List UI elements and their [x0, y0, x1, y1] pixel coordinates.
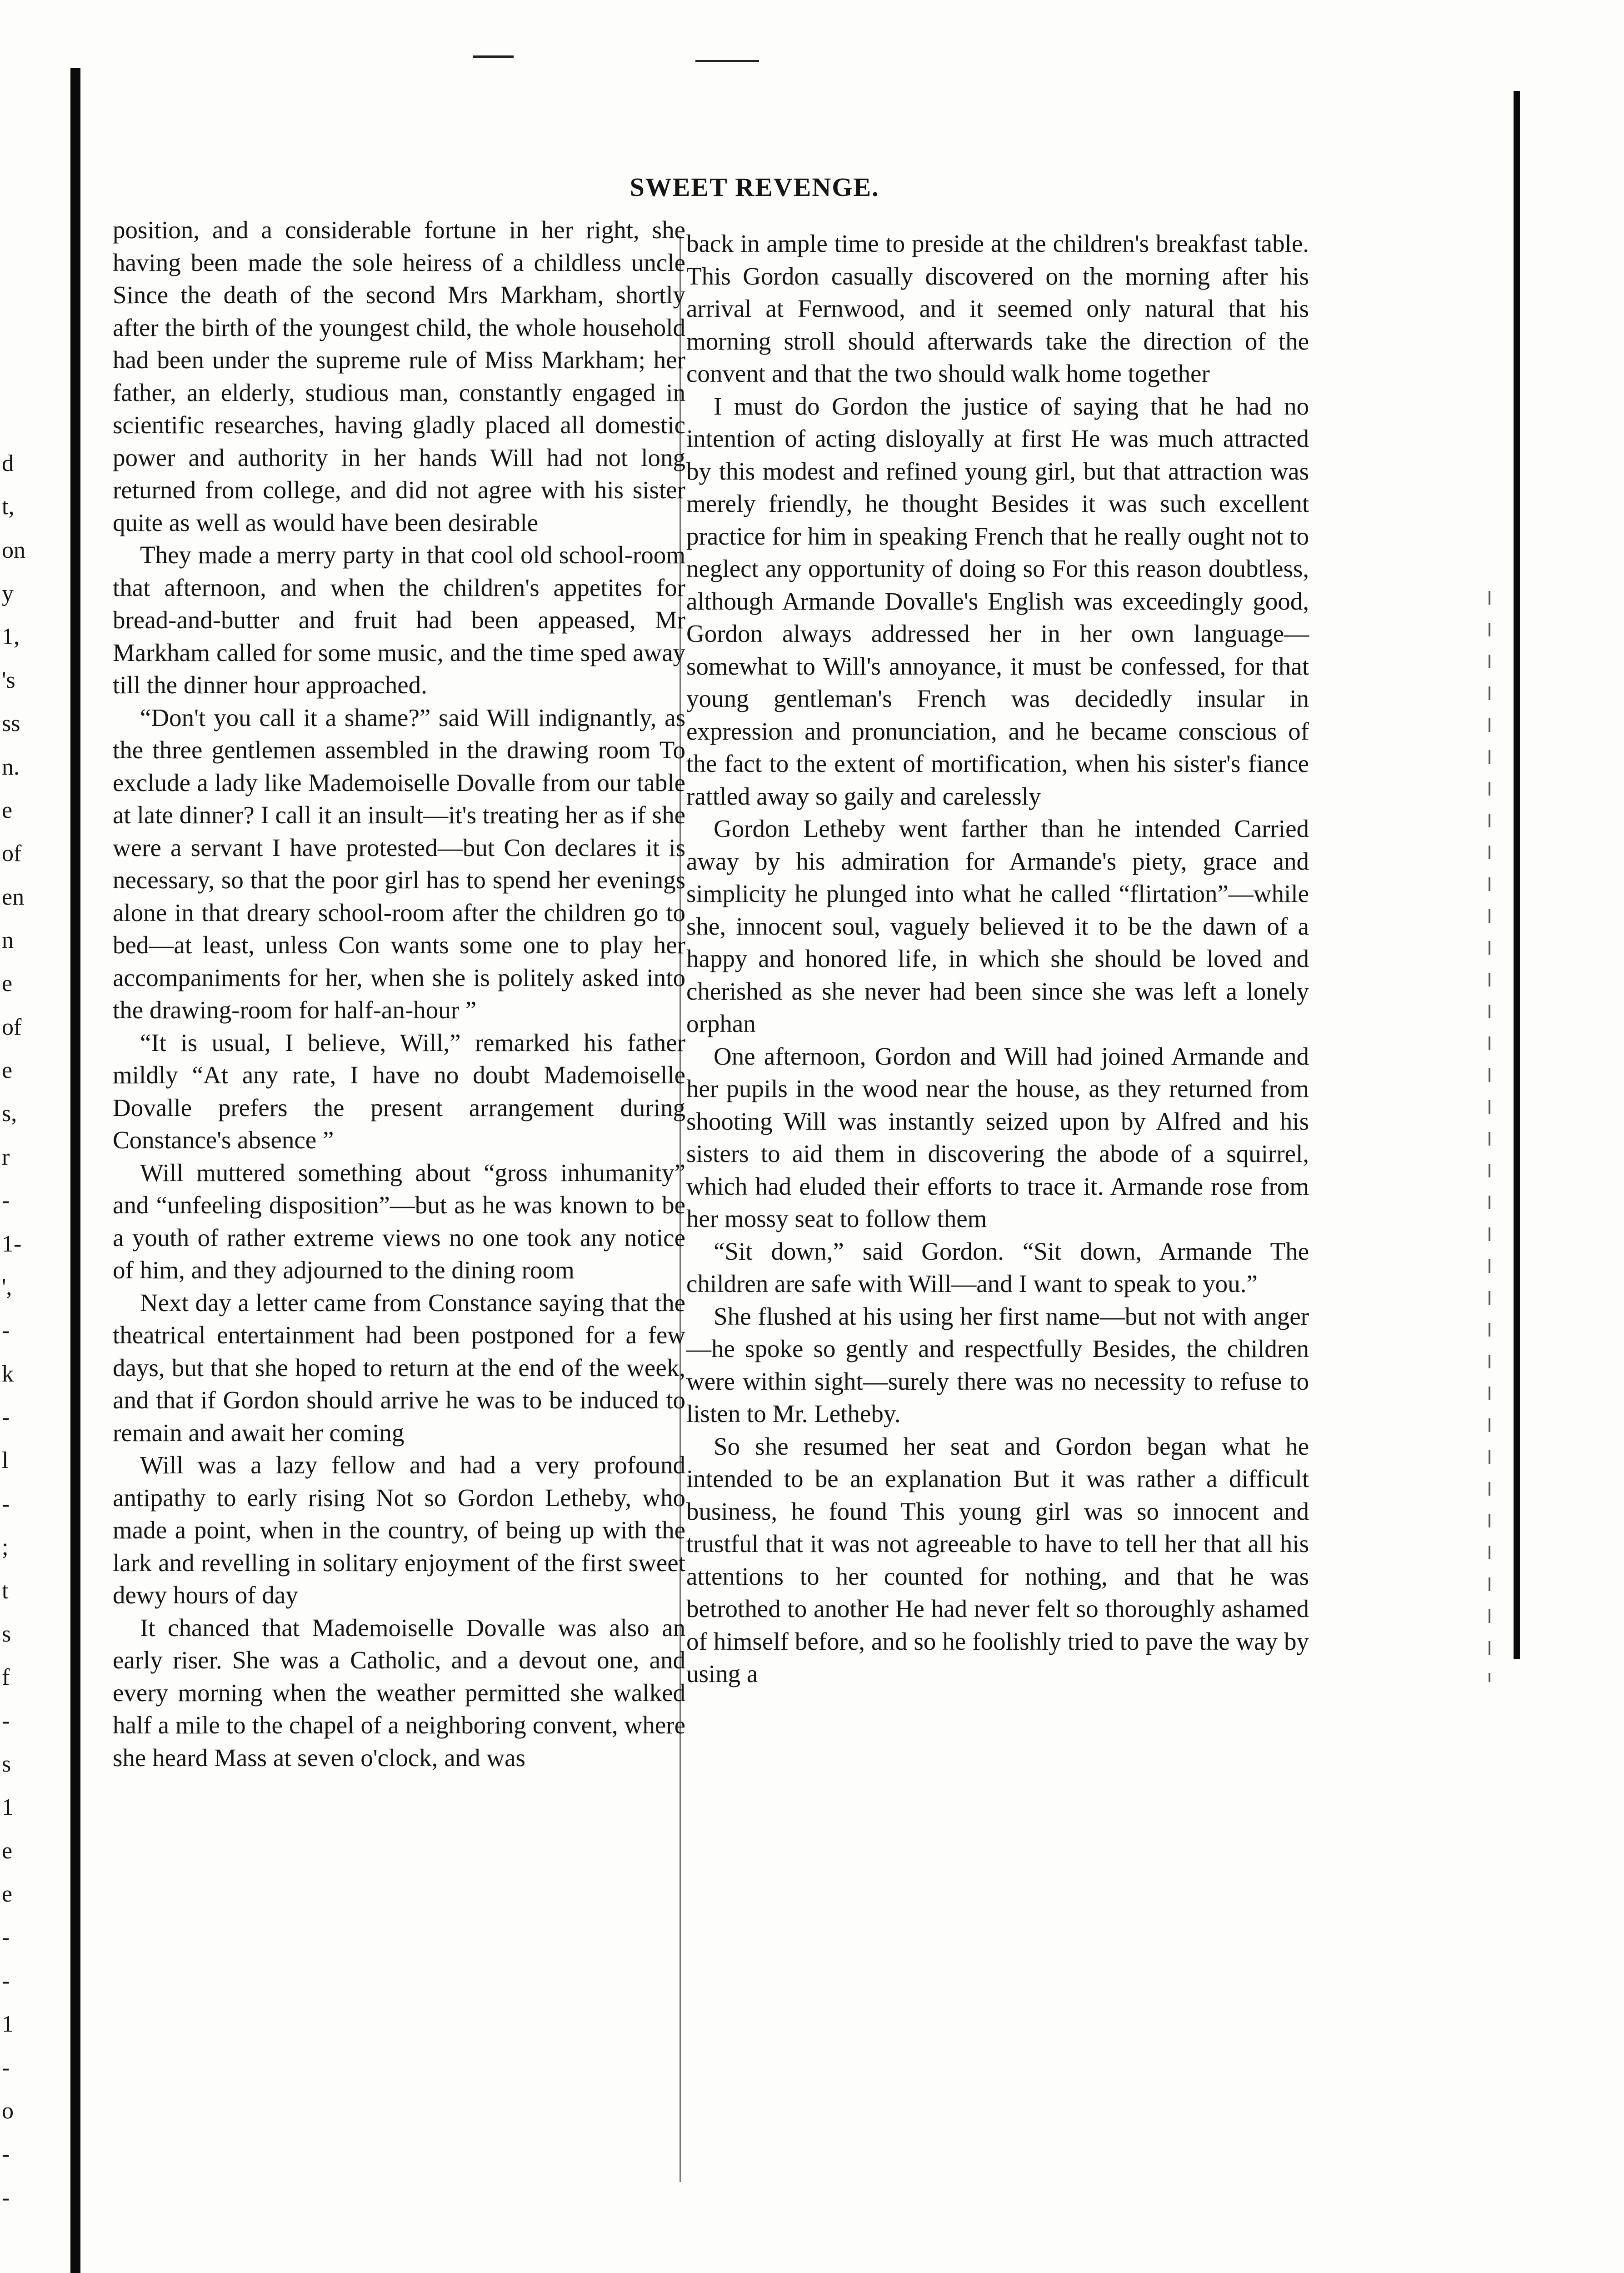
margin-fragment: n.: [2, 754, 20, 780]
margin-fragment: t,: [2, 494, 15, 520]
margin-fragment: of: [2, 1014, 22, 1040]
margin-fragment: -: [2, 2055, 10, 2081]
margin-fragment: -: [2, 1924, 10, 1950]
margin-fragment: -: [2, 1968, 10, 1994]
margin-fragment: e: [2, 797, 13, 823]
paragraph: Will muttered something about “gross inhumanity” and “unfeeling disposition”—but as he was known to be a youth of rather extreme views no one took any notice of him, and they adjourned to the dining room: [113, 1158, 685, 1284]
margin-fragment: ;: [2, 1534, 9, 1560]
margin-fragment: e: [2, 1881, 13, 1907]
paragraph: “It is usual, I believe, Will,” remarked his father mildly “At any rate, I have no doubt Mademoiselle Dovalle prefers the present arrangement during Constance's absence ”: [113, 1028, 685, 1154]
margin-fragment: k: [2, 1361, 14, 1387]
margin-fragment: 's: [2, 667, 15, 693]
paragraph: Next day a letter came from Constance saying that the theatrical entertainment had been postponed for a few days, but that she hoped to return at the end of the week, and that if Gordon should arrive he was to be induced to remain and await her coming: [113, 1288, 685, 1447]
paragraph: She flushed at his using her first name—but not with anger—he spoke so gently and respectfully Besides, the children were within sight—surely there was no necessity to refuse to listen to Mr. Letheby.: [686, 1302, 1309, 1427]
left-text-column: [113, 214, 685, 1774]
paragraph: I must do Gordon the justice of saying that he had no intention of acting disloyally at first He was much attracted by this modest and refined young girl, but that attraction was merely friendly, he thought Besides it was such excellent practice for him in speaking French that he really ought not to neglect any opportunity of doing so For this reason doubtless, although Armande Dovalle's English was exceedingly good, Gordon always addressed her in her own language—somewhat to Will's annoyance, it must be confessed, for that young gentleman's French was decidedly insular in expression and pronunciation, and he became conscious of the fact to the extent of mortification, when his sister's fiance rattled away so gaily and carelessly: [686, 392, 1309, 810]
paragraph: Will was a lazy fellow and had a very profound antipathy to early rising Not so Gordon Letheby, who made a point, when in the country, of being up with the lark and revelling in solitary enjoyment of the first sweet dewy hours of day: [113, 1451, 685, 1609]
margin-fragment: o: [2, 2098, 14, 2124]
margin-fragment: of: [2, 841, 22, 866]
margin-fragment: e: [2, 971, 13, 996]
paragraph: position, and a considerable fortune in her right, she having been made the sole heiress of a childless uncle Since the death of the second Mrs Markham, shortly after the birth of the youngest child, the whole household had been under the supreme rule of Miss Markham; her father, an elderly, studious man, constantly engaged in scientific researches, having gladly placed all domestic power and authority in her hands Will had not long returned from college, and did not agree with his sister quite as well as would have been desirable: [113, 216, 685, 536]
margin-fragment: -: [2, 2185, 10, 2211]
margin-fragment: -: [2, 1491, 10, 1517]
top-edge-dash: [695, 60, 759, 62]
margin-fragment: -: [2, 1187, 10, 1213]
margin-fragment: 1-: [2, 1231, 22, 1257]
left-binding-edge: [70, 68, 80, 2273]
margin-fragment: t: [2, 1578, 9, 1604]
paragraph: They made a merry party in that cool old school-room that afternoon, and when the children's appetites for bread-and-butter and fruit had been appeased, Mr Markham called for some music, and the time sped away till the dinner hour approached.: [113, 541, 685, 699]
margin-fragment: s: [2, 1621, 11, 1647]
paragraph: So she resumed her seat and Gordon began what he intended to be an explanation But it was rather a difficult business, he found This young girl was so innocent and trustful that it was not agreeable to have to tell her that all his attentions to her counted for nothing, and that he was betrothed to another He had never felt so thoroughly ashamed of himself before, and so he foolishly tried to pave the way by using a: [686, 1432, 1309, 1687]
right-text-column: [686, 227, 1309, 1690]
margin-fragment: -: [2, 1404, 10, 1430]
margin-fragment: -: [2, 2141, 10, 2167]
paragraph: “Don't you call it a shame?” said Will indignantly, as the three gentlemen assembled in the drawing room To exclude a lady like Mademoiselle Dovalle from our table at late dinner? I call it an insult—it's treating her as if she were a servant I have protested—but Con declares it is necessary, so that the poor girl has to spend her evenings alone in that dreary school-room after the children go to bed—at least, unless Con wants some one to play her accompaniments for her, when she is politely asked into the drawing-room for half-an-hour ”: [113, 703, 685, 1024]
margin-fragment: y: [2, 581, 14, 606]
margin-fragment: s: [2, 1751, 11, 1777]
margin-fragment: ',: [2, 1274, 12, 1300]
margin-fragment: n: [2, 927, 14, 953]
paragraph: “Sit down,” said Gordon. “Sit down, Armande The children are safe with Will—and I want to speak to you.”: [686, 1237, 1309, 1297]
margin-fragment: 1: [2, 1794, 14, 1820]
page-title: SWEET REVENGE.: [630, 172, 879, 202]
margin-fragment: en: [2, 884, 25, 910]
margin-fragment: 1,: [2, 624, 20, 650]
margin-fragment: f: [2, 1664, 10, 1690]
margin-fragment: s,: [2, 1101, 17, 1126]
margin-fragment: e: [2, 1057, 13, 1083]
margin-fragment: l: [2, 1447, 9, 1473]
margin-fragment: 1: [2, 2011, 14, 2037]
margin-fragment: on: [2, 537, 25, 563]
paragraph: Gordon Letheby went farther than he intended Carried away by his admiration for Armande's piety, grace and simplicity he plunged into what he called “flirtation”—while she, innocent soul, vaguely believed it to be the dawn of a happy and honored life, in which she should be loved and cherished as she never had been since she was left a lonely orphan: [686, 815, 1309, 1037]
right-page-edge: [1514, 91, 1520, 1659]
paragraph: back in ample time to preside at the children's breakfast table. This Gordon casually discovered on the morning after his arrival at Fernwood, and it seemed only natural that his morning stroll should afterwards take the direction of the convent and that the two should walk home together: [686, 230, 1309, 387]
right-margin-dashed-rule: [1489, 591, 1490, 1682]
margin-fragment: r: [2, 1144, 10, 1170]
margin-fragment: -: [2, 1708, 10, 1734]
paragraph: It chanced that Mademoiselle Dovalle was also an early riser. She was a Catholic, and a devout one, and every morning when the weather permitted she walked half a mile to the chapel of a neighboring convent, where she heard Mass at seven o'clock, and was: [113, 1613, 685, 1772]
margin-fragment: ss: [2, 711, 20, 736]
margin-fragment: d: [2, 451, 14, 476]
paragraph: One afternoon, Gordon and Will had joined Armande and her pupils in the wood near the house, as they returned from shooting Will was instantly seized upon by Alfred and his sisters to aid them in discovering the abode of a squirrel, which had eluded their efforts to trace it. Armande rose from her mossy seat to follow them: [686, 1042, 1309, 1232]
margin-fragment: e: [2, 1838, 13, 1864]
margin-fragment: -: [2, 1317, 10, 1343]
top-edge-mark: [473, 55, 514, 58]
